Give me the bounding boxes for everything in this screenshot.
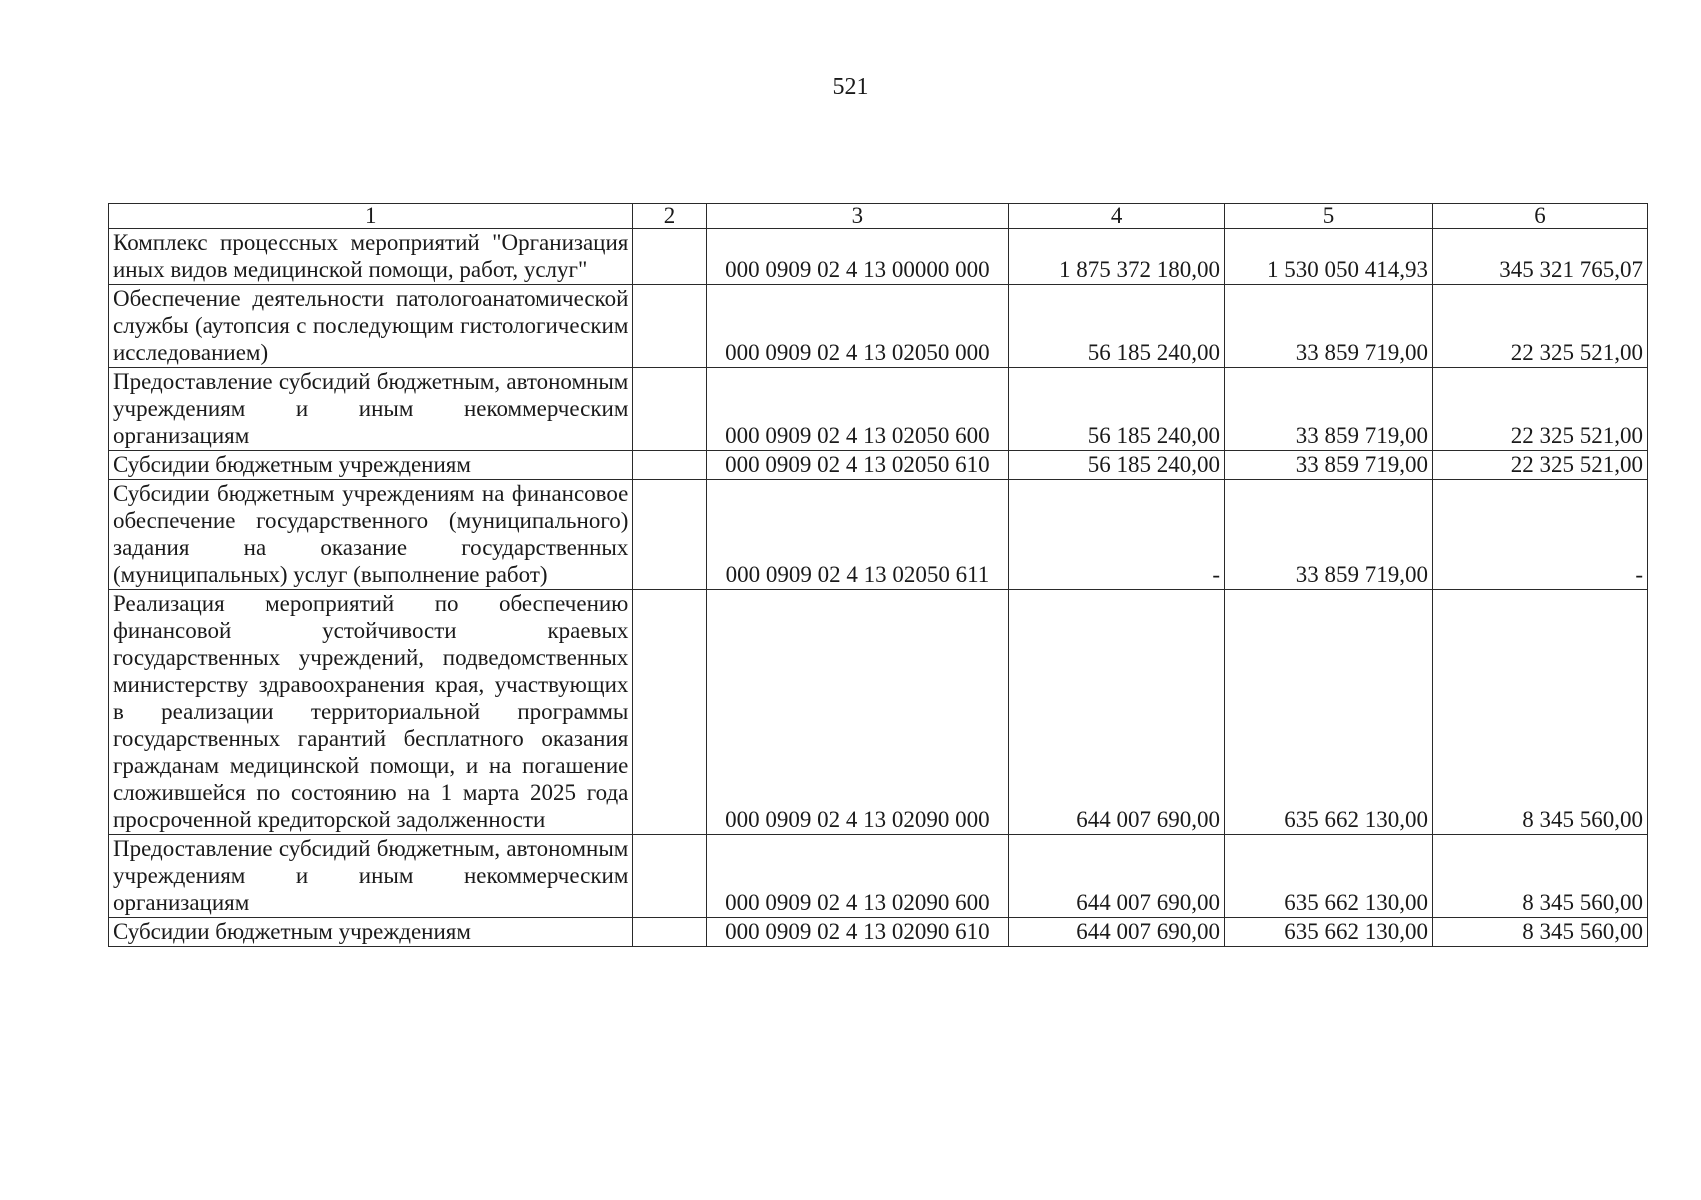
table-row [109, 590, 1648, 835]
header-col-1: 1 [109, 204, 633, 229]
row-col4: 56 185 240,00 [1009, 285, 1225, 368]
row-col2 [633, 918, 706, 947]
header-col-6: 6 [1432, 204, 1647, 229]
row-code: 000 0909 02 4 13 02050 611 [706, 480, 1008, 590]
row-name: Предоставление субсидий бюджетным, автономным учреждениям и иным некоммерческим организациям [109, 835, 633, 918]
row-col6: 345 321 765,07 [1432, 229, 1647, 285]
row-col5: 1 530 050 414,93 [1225, 229, 1433, 285]
row-col4: 644 007 690,00 [1009, 590, 1225, 835]
row-code: 000 0909 02 4 13 00000 000 [706, 229, 1008, 285]
row-col4: 644 007 690,00 [1009, 835, 1225, 918]
table-row [109, 451, 1648, 480]
page-number: 521 [832, 74, 869, 100]
table-row [109, 918, 1648, 947]
header-col-4: 4 [1009, 204, 1225, 229]
header-col-3: 3 [706, 204, 1008, 229]
table-row [109, 285, 1648, 368]
row-col2 [633, 451, 706, 480]
row-col5: 33 859 719,00 [1225, 368, 1433, 451]
row-col5: 635 662 130,00 [1225, 590, 1433, 835]
row-col2 [633, 368, 706, 451]
row-name: Субсидии бюджетным учреждениям [109, 451, 633, 480]
row-code: 000 0909 02 4 13 02090 600 [706, 835, 1008, 918]
row-col4: - [1009, 480, 1225, 590]
table-row [109, 229, 1648, 285]
table-row [109, 480, 1648, 590]
row-code: 000 0909 02 4 13 02050 000 [706, 285, 1008, 368]
row-name: Реализация мероприятий по обеспечению финансовой устойчивости краевых государственных учреждений, подведомственных министерству здравоохранения края, участвующих в реализации территориальной программы государственных гарантий бесплатного оказания гражданам медицинской помощи, и на погашение сложившейся по состоянию на 1 марта 2025 года просроченной кредиторской задолженности [109, 590, 633, 835]
row-col5: 635 662 130,00 [1225, 835, 1433, 918]
row-name: Субсидии бюджетным учреждениям на финансовое обеспечение государственного (муниципального) задания на оказание государственных (муниципальных) услуг (выполнение работ) [109, 480, 633, 590]
row-col2 [633, 480, 706, 590]
row-col6: 22 325 521,00 [1432, 285, 1647, 368]
header-col-5: 5 [1225, 204, 1433, 229]
header-col-2: 2 [633, 204, 706, 229]
row-col6: - [1432, 480, 1647, 590]
row-code: 000 0909 02 4 13 02050 600 [706, 368, 1008, 451]
row-col5: 33 859 719,00 [1225, 480, 1433, 590]
row-col5: 635 662 130,00 [1225, 918, 1433, 947]
row-name: Субсидии бюджетным учреждениям [109, 918, 633, 947]
row-code: 000 0909 02 4 13 02090 000 [706, 590, 1008, 835]
row-col6: 8 345 560,00 [1432, 835, 1647, 918]
table-row [109, 835, 1648, 918]
row-col4: 56 185 240,00 [1009, 368, 1225, 451]
row-col2 [633, 285, 706, 368]
row-col6: 22 325 521,00 [1432, 368, 1647, 451]
row-col6: 8 345 560,00 [1432, 918, 1647, 947]
row-name: Комплекс процессных мероприятий "Организация иных видов медицинской помощи, работ, услуг" [109, 229, 633, 285]
row-col2 [633, 835, 706, 918]
row-code: 000 0909 02 4 13 02090 610 [706, 918, 1008, 947]
header-row [109, 204, 1648, 229]
table-row [109, 368, 1648, 451]
row-col4: 644 007 690,00 [1009, 918, 1225, 947]
row-name: Обеспечение деятельности патологоанатомической службы (аутопсия с последующим гистологическим исследованием) [109, 285, 633, 368]
row-col6: 8 345 560,00 [1432, 590, 1647, 835]
row-col6: 22 325 521,00 [1432, 451, 1647, 480]
row-col5: 33 859 719,00 [1225, 451, 1433, 480]
row-col5: 33 859 719,00 [1225, 285, 1433, 368]
row-col2 [633, 229, 706, 285]
row-name: Предоставление субсидий бюджетным, автономным учреждениям и иным некоммерческим организациям [109, 368, 633, 451]
row-col4: 1 875 372 180,00 [1009, 229, 1225, 285]
row-code: 000 0909 02 4 13 02050 610 [706, 451, 1008, 480]
budget-table [108, 203, 1648, 947]
row-col4: 56 185 240,00 [1009, 451, 1225, 480]
row-col2 [633, 590, 706, 835]
